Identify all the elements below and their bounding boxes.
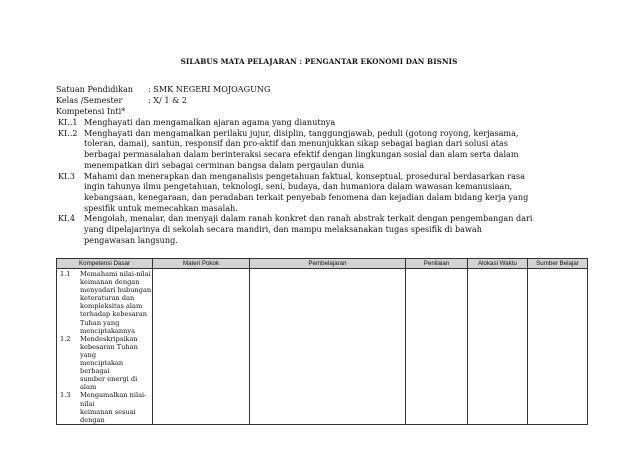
kd-item <box>57 391 152 423</box>
table-row <box>57 269 588 425</box>
kd-line: menciptakannya <box>80 326 136 335</box>
kd-line: Memahami nilai-nilai <box>80 270 151 278</box>
ki-line: Menghayati dan mengamalkan perilaku jujur, disiplin, tanggungjawab, peduli (gotong royong, kerjasama, <box>84 127 519 138</box>
ki-text <box>84 213 587 245</box>
ki-line: Mengolah, menalar, dan menyaji dalam ranah konkret dan ranah abstrak terkait dengan pengembangan dari <box>84 213 533 224</box>
ki-item <box>56 213 587 245</box>
kd-text <box>80 391 152 423</box>
syllabus-table <box>56 258 588 425</box>
kd-line: Mengamalkan nilai-nilai <box>80 391 147 408</box>
ki-line: Menghayati dan mengamalkan ajaran agama yang dianutnya <box>84 117 336 127</box>
cell-kompetensi-dasar <box>57 269 153 425</box>
kd-number: 1.3 <box>60 391 71 400</box>
header-alokasi-waktu: Alokasi Waktu <box>468 259 528 269</box>
info-value: : SMK NEGERI MOJOAGUNG <box>148 84 271 94</box>
kd-line: menciptakan berbagai <box>80 359 124 376</box>
table-header-row <box>57 259 588 269</box>
cell-sumber-belajar <box>528 269 588 425</box>
kd-line: keimanan sesuai dengan <box>80 407 136 424</box>
header-pembelajaran: Pembelajaran <box>250 259 406 269</box>
ki-code: KI.4 <box>58 213 75 224</box>
cell-pembelajaran <box>250 269 406 425</box>
ki-line: yang dipelajarinya di sekolah secara mandiri, dan mampu melaksanakan tugas spesifik di bawah <box>84 224 482 235</box>
kd-line: keteraturan dan <box>80 294 135 303</box>
kd-text <box>80 270 152 335</box>
header-penilaian: Penilaian <box>406 259 468 269</box>
info-row-school <box>56 84 270 94</box>
header-kompetensi-dasar: Kompetensi Dasar <box>57 259 153 269</box>
ki-text <box>84 128 587 171</box>
ki-line: pengawasan langsung. <box>84 234 178 245</box>
info-label: Kelas /Semester <box>56 95 123 105</box>
kd-line: sumber energi di alam <box>80 375 138 392</box>
info-value: : X/ 1 & 2 <box>148 95 188 105</box>
cell-penilaian <box>406 269 468 425</box>
ki-line: spesifik untuk memecahkan masalah. <box>84 202 238 213</box>
kd-number: 1.1 <box>60 270 71 278</box>
ki-item <box>56 117 587 128</box>
ki-text <box>84 117 587 128</box>
kd-line: Tuhan yang <box>80 318 120 327</box>
ki-text <box>84 171 587 214</box>
ki-line: berbagai permasalahan dalam berinteraksi secara efektif dengan lingkungan sosial dan alam serta dalam <box>84 149 519 160</box>
header-materi-pokok: Materi Pokok <box>153 259 250 269</box>
kd-line: terhadap kebesaran <box>80 310 148 319</box>
info-row-class <box>56 95 187 105</box>
kd-line: menyadari hubungan <box>80 286 152 295</box>
kd-item <box>57 270 152 335</box>
cell-alokasi-waktu <box>468 269 528 425</box>
kd-line: kompleksitas alam <box>80 302 143 311</box>
page-title: SILABUS MATA PELAJARAN : PENGANTAR EKONOMI DAN BISNIS <box>180 57 458 66</box>
ki-code: KI.3 <box>58 170 75 181</box>
kd-line: kebesaran Tuhan yang <box>80 342 138 359</box>
ki-code: KI..1 <box>58 117 78 127</box>
core-competencies <box>56 117 587 245</box>
ki-item <box>56 128 587 171</box>
header-sumber-belajar: Sumber Belajar <box>528 259 588 269</box>
kd-line: Mendeskripsikan <box>80 334 138 343</box>
kd-number: 1.2 <box>60 334 71 343</box>
ki-line: Mahami dan menerapkan dan menganalisis pengetahuan faktual, konseptual, prosedural berdasarkan rasa <box>84 170 525 181</box>
ki-heading: Kompetensi Inti* <box>56 106 126 116</box>
info-label: Satuan Pendidikan <box>56 84 134 94</box>
ki-item <box>56 171 587 214</box>
ki-line: ingin tahunya ilmu pengetahuan, teknologi, seni, budaya, dan humaniora dalam wawasan kemanusiaan, <box>84 181 513 192</box>
ki-line: toleran, damai), santun, responsif dan pro-aktif dan menunjukkan sikap sebagai bagian dari solusi atas <box>84 138 508 149</box>
kd-line: keimanan dengan <box>80 278 140 287</box>
ki-line: kebangsaan, kenegaraan, dan peradaban terkait penyebab fenomena dan kejadian dalam bidang kerja yang <box>84 191 529 202</box>
kd-text <box>80 335 152 392</box>
cell-materi-pokok <box>153 269 250 425</box>
ki-line: menempatkan diri sebagai cerminan bangsa dalam pergaulan dunia <box>84 159 365 170</box>
ki-code: KI..2 <box>58 127 78 138</box>
kd-item <box>57 335 152 392</box>
